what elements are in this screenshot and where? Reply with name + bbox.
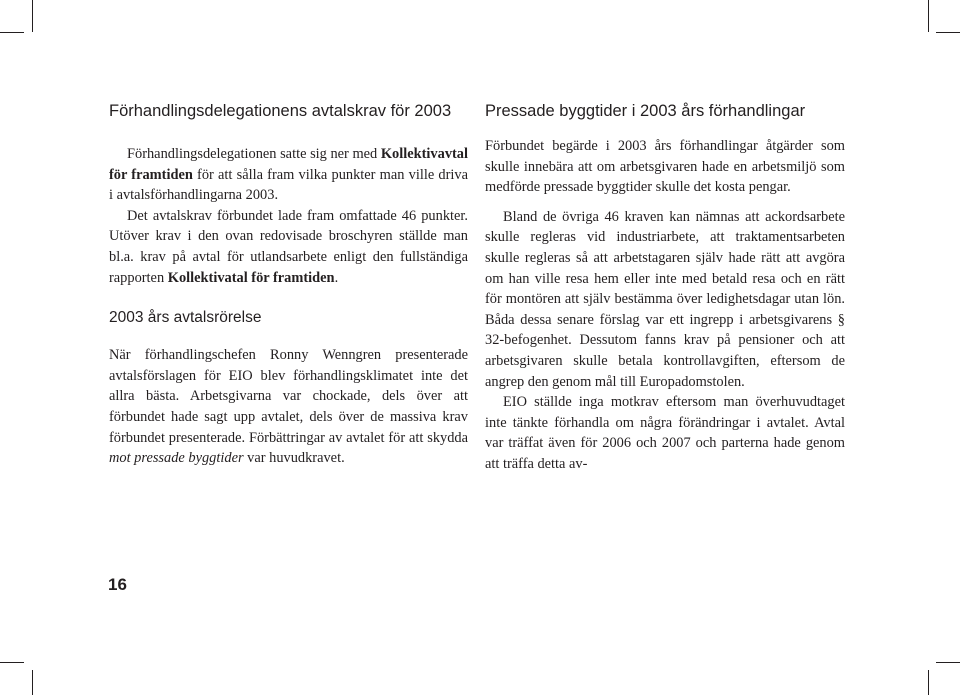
crop-mark-top-left-horizontal (0, 32, 24, 33)
crop-mark-bottom-right-horizontal (936, 662, 960, 663)
paragraph-forbundet: Förbundet begärde i 2003 års förhandlingar åtgärder som skulle innebära att om arbetsgivaren hade en arbetsmiljö som medförde pressade byggtider skulle det kosta pengar. (485, 138, 845, 196)
paragraph-krav (109, 206, 468, 288)
page-number: 16 (108, 575, 127, 594)
right-column (485, 100, 845, 475)
italic-text: mot pressade byggtider (109, 450, 244, 467)
section-heading-pressade-byggtider: Pressade byggtider i 2003 års förhandlingar (485, 102, 806, 120)
paragraph-text: Det avtalskrav förbundet lade fram omfattade 46 punkter. Utöver krav i den ovan redovisade broschyren ställde man bl.a. krav på avtal för utlandsarbete enligt den fullständiga rapporten (109, 207, 468, 286)
paragraph-eio: EIO ställde inga motkrav eftersom man överhuvudtaget inte tänkte förhandla om några förändringar i avtalet. Avtal var träffat även för 2006 och 2007 och parterna hade genom att träffa detta av- (485, 394, 845, 472)
bold-text: Kollektivavtal för framtiden (109, 146, 468, 183)
paragraph-text: för att sålla fram vilka punkter man ville driva i avtalsförhandlingarna 2003. (109, 166, 468, 204)
section-heading-avtalskrav: Förhandlingsdelegationens avtalskrav för 2003 (109, 102, 452, 120)
bold-text: Kollektivatal för framtiden (167, 269, 335, 286)
crop-mark-top-left-vertical (32, 0, 33, 32)
section-heading-avtalsrorelse: 2003 års avtalsrörelse (109, 309, 262, 327)
paragraph-text: Förhandlingsdelegationen satte sig ner med (127, 146, 381, 162)
crop-mark-bottom-left-vertical (32, 670, 33, 695)
crop-mark-bottom-right-vertical (928, 670, 929, 695)
paragraph-text: När förhandlingschefen Ronny Wenngren presenterade avtalsförslagen för EIO blev förhandlingsklimatet inte det allra bästa. Arbetsgivarna var chockade, dels över att förbundet hade sagt upp avtalet, dels över de massiva krav förbundet presenterade. Förbättringar av avtalet för att skydda (109, 347, 468, 446)
paragraph-ovriga-krav: Bland de övriga 46 kraven kan nämnas att ackordsarbete skulle regleras vid industriarbete, att traktamentsarbeten skulle regleras så att arbetstagaren själv hade rätt att avgöra om han ville resa hem eller inte med betald resa och en rätt för montören att själv bestämma över ledighetsdagar utan lön. Båda dessa senare förslag var ett ingrepp i arbetsgivarens § 32-befogenhet. Dessutom fanns krav på pensioner och att arbetsgivaren skulle betala kontrollavgiften, eftersom de angrep den genom mål till Europadomstolen. (485, 208, 845, 390)
crop-mark-top-right-vertical (928, 0, 929, 32)
left-column (109, 100, 468, 469)
paragraph-text: . (334, 269, 339, 286)
crop-mark-bottom-left-horizontal (0, 662, 24, 663)
paragraph-avtalsrorelse (109, 345, 468, 469)
crop-mark-top-right-horizontal (936, 32, 960, 33)
paragraph-text: var huvudkravet. (243, 450, 345, 467)
paragraph-delegation (109, 144, 468, 206)
